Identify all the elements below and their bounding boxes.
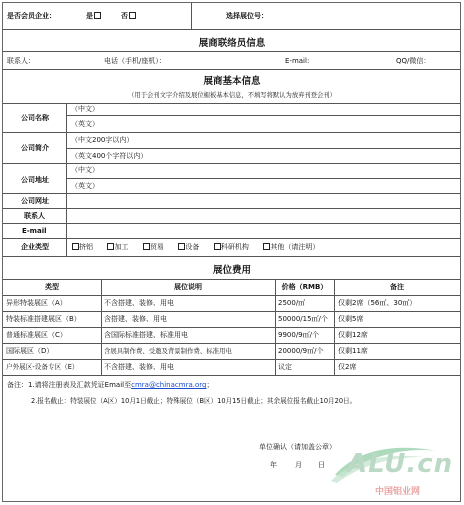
company-website-label: 公司网址 (21, 197, 49, 205)
fee-price: 20000/9㎡/个 (278, 347, 324, 355)
notes-line-1 (7, 381, 213, 390)
basic-section-note: （用于会刊文字介绍及展位楣板基本信息，不填写将默认为放弃刊登会刊） (128, 92, 336, 99)
fee-price: 2500/㎡ (278, 299, 306, 307)
fee-type: 异形特装展区（A） (6, 299, 67, 307)
signature-confirm: 单位确认（请加盖公章） (259, 443, 336, 451)
type-option-label: 贸易 (149, 243, 164, 251)
contact-section-title: 展商联络员信息 (198, 38, 266, 49)
basic-email-label: E-mail (22, 227, 47, 235)
alu-cn-text: 中国铝业网 (375, 487, 421, 497)
fees-header-remark: 备注 (390, 283, 404, 291)
fee-type: 特装标准搭建展区（B） (6, 315, 81, 323)
fee-price: 50000/15㎡/个 (278, 315, 328, 323)
type-option-label: 加工 (114, 243, 129, 251)
contact-email-label: E-mail: (285, 57, 310, 65)
basic-section-title: 展商基本信息 (203, 76, 261, 87)
notes-1-suffix: ； (206, 381, 214, 389)
contact-phone-label: 电话（手机/座机）： (104, 57, 166, 65)
fee-type: 国际展区（D） (6, 347, 54, 355)
member-yes-checkbox[interactable] (94, 12, 101, 19)
fee-remark: 仅剩5席 (338, 315, 364, 323)
type-option-label: 科研机构 (220, 243, 249, 251)
member-no-checkbox[interactable] (129, 12, 136, 19)
member-label: 是否会员企业： (7, 12, 56, 20)
fees-section-title: 展位费用 (212, 265, 251, 276)
company-name-cn: （中文） (71, 105, 99, 113)
contact-name-label: 联系人： (7, 57, 35, 65)
booth-number-label: 选择展位号： (226, 12, 268, 20)
fee-type: 普通标准展区（C） (6, 331, 67, 339)
company-address-label: 公司地址 (21, 176, 49, 184)
fee-remark: 仅剩11席 (338, 347, 368, 355)
signature-day: 日 (318, 461, 325, 469)
company-type-label: 企业类型 (21, 243, 49, 251)
notes-label: 备注： (7, 381, 28, 389)
fee-desc: 不含搭建、装修、用电 (104, 363, 174, 371)
fee-desc: 含国际标准搭建、标准用电 (104, 331, 188, 339)
fee-price: 9900/9㎡/个 (278, 331, 319, 339)
fee-remark: 仅剩2席（56㎡、30㎡） (338, 299, 417, 307)
fee-remark: 仅2席 (338, 363, 357, 371)
company-intro-en: （英文400个字符以内） (71, 152, 148, 160)
alu-brand-text: ALU.cn (347, 449, 454, 479)
member-no-label: 否 (121, 12, 128, 20)
fee-price: 议定 (278, 363, 292, 371)
type-option-label: 挤铝 (79, 243, 93, 251)
basic-contact-label: 联系人 (24, 212, 45, 220)
type-checkbox[interactable] (214, 243, 221, 250)
notes-line-2: 2.报名截止：特装展位（A区）10月1日截止；特殊展位（B区）10月15日截止；其余展位报名截止10月20日。 (31, 397, 357, 405)
fee-desc: 含展具制作费、受邀及背景制作费、标准用电 (104, 347, 232, 355)
type-option-label: 其他（请注明） (270, 243, 320, 251)
alu-watermark-logo (327, 437, 461, 499)
type-checkbox[interactable] (143, 243, 150, 250)
company-name-label: 公司名称 (21, 114, 49, 122)
notes-1-text: 1.请将注册表及汇款凭证Email至 (28, 381, 132, 389)
member-yes-label: 是 (86, 12, 93, 20)
type-checkbox[interactable] (72, 243, 79, 250)
company-name-en: （英文） (71, 120, 99, 128)
fees-header-type: 类型 (45, 283, 59, 291)
signature-year: 年 (270, 461, 277, 469)
type-option-label: 设备 (185, 243, 200, 251)
fee-desc: 含搭建、装修、用电 (104, 315, 167, 323)
company-address-cn: （中文） (71, 166, 99, 174)
fees-header-desc: 展位说明 (174, 283, 202, 291)
company-address-en: （英文） (71, 182, 99, 190)
fees-header-price: 价格（RMB） (281, 283, 328, 291)
fee-remark: 仅剩12席 (338, 331, 368, 339)
contact-qq-label: QQ/微信： (396, 57, 431, 65)
company-intro-label: 公司简介 (21, 144, 49, 152)
company-type-options (71, 243, 319, 252)
fee-type: 户外展区-设备专区（E） (6, 363, 79, 371)
fee-desc: 不含搭建、装修、用电 (104, 299, 174, 307)
signature-month: 月 (295, 461, 302, 469)
company-intro-cn: （中文200字以内） (71, 136, 134, 144)
email-link[interactable]: cmra@chinacmra.org (131, 381, 207, 389)
